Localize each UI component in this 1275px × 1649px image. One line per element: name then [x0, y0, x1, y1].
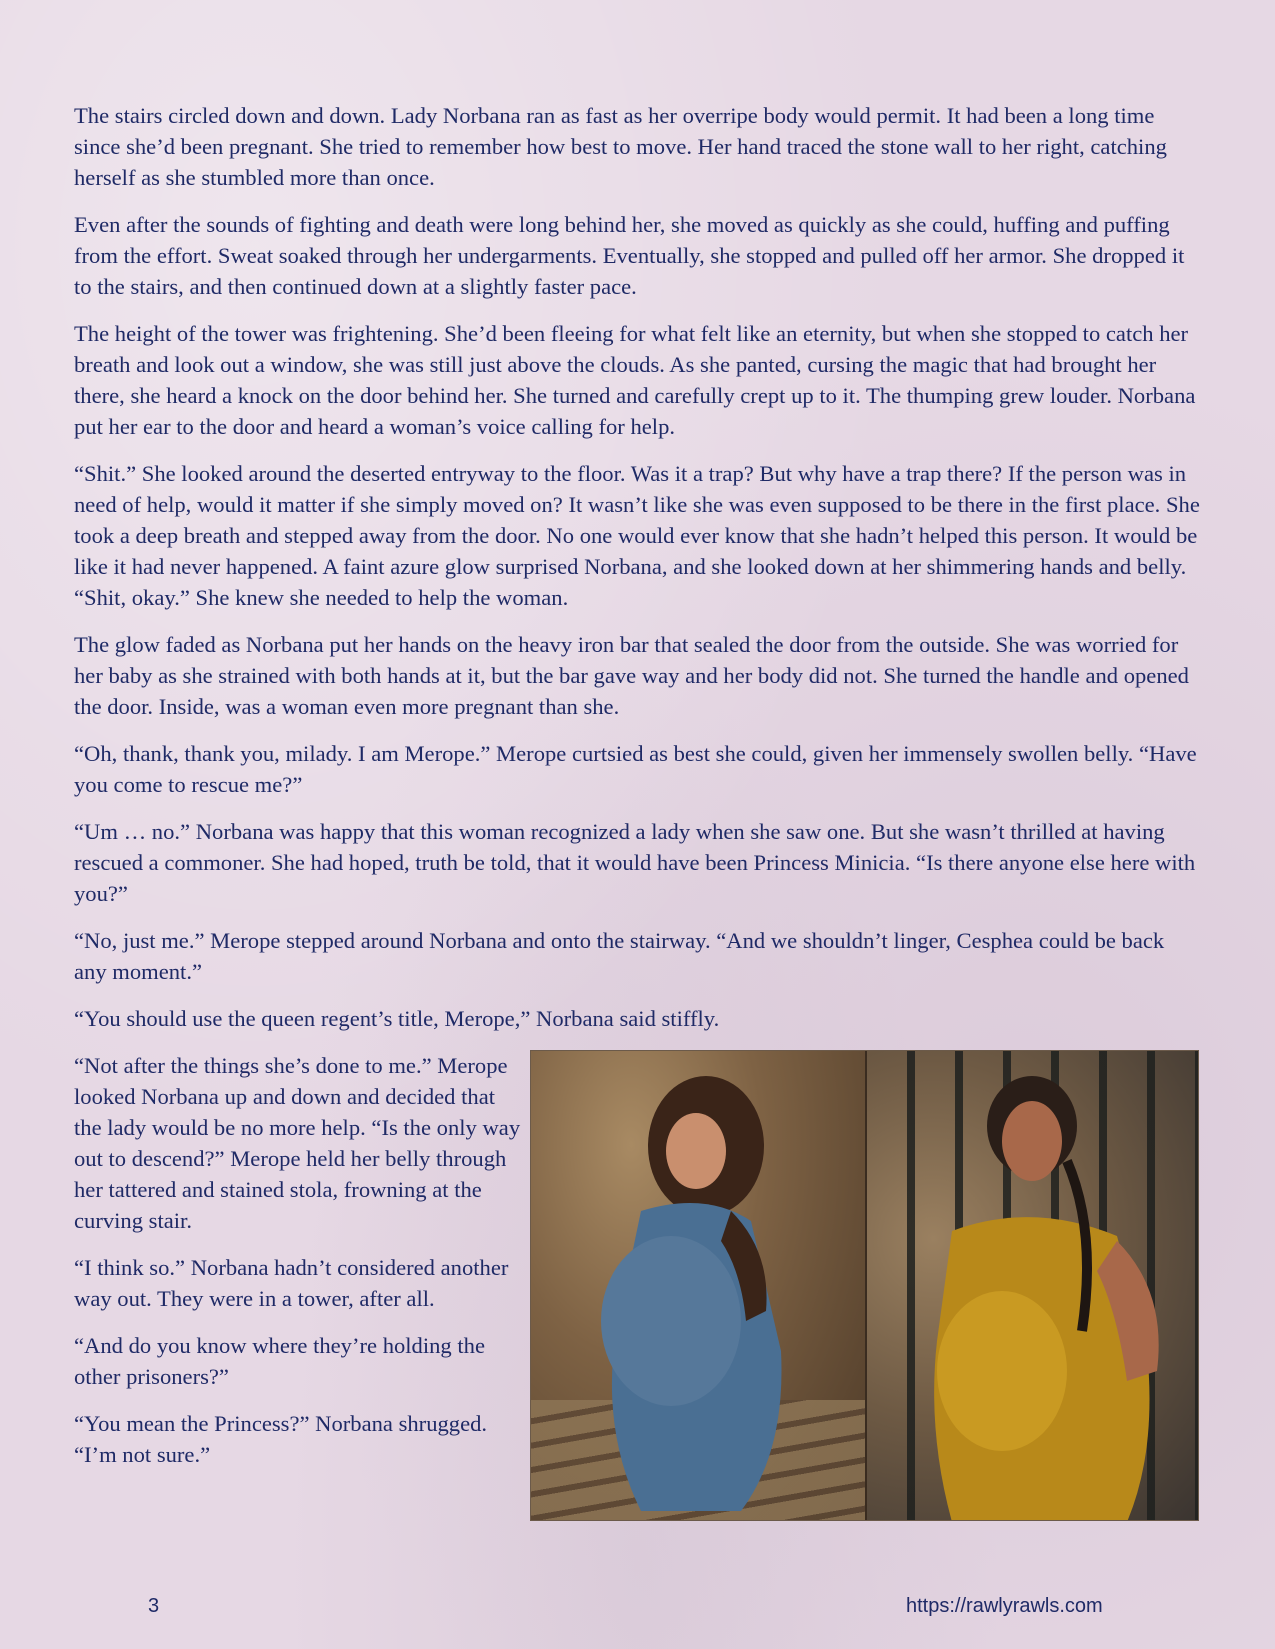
page-body: [74, 100, 1202, 1486]
text-with-illustration: [74, 1050, 1202, 1470]
paragraph: “No, just me.” Merope stepped around Norbana and onto the stairway. “And we shouldn’t linger, Cesphea could be back any moment.”: [74, 928, 1165, 984]
illustration-panel-cesphea: [867, 1051, 1198, 1520]
paragraph: Even after the sounds of fighting and death were long behind her, she moved as quickly as she could, huffing and puffing from the effort. Sweat soaked through her undergarments. Eventually, she stopped and pulled off her armor. She dropped it to the stairs, and then continued down at a slightly faster pace.: [74, 212, 1185, 299]
illustration-panel-merope: [531, 1051, 867, 1520]
paragraph: “Shit.” She looked around the deserted entryway to the floor. Was it a trap? But why have a trap there? If the person was in need of help, would it matter if she simply moved on? It wasn’t like she was even supposed to be there in the first place. She took a deep breath and stepped away from the door. No one would ever know that she hadn’t helped this person. It would be like it had never happened. A faint azure glow surprised Norbana, and she looked down at her shimmering hands and belly. “Shit, okay.” She knew she needed to help the woman.: [74, 461, 1200, 610]
paragraph: “You should use the queen regent’s title, Merope,” Norbana said stiffly.: [74, 1006, 720, 1031]
paragraph: “Not after the things she’s done to me.” Merope looked Norbana up and down and decided that the lady would be no more help. “Is the only way out to descend?” Merope held her belly through her tattered and stained stola, frowning at the curving stair.: [74, 1053, 521, 1233]
paragraph: “Oh, thank, thank you, milady. I am Merope.” Merope curtsied as best she could, given her immensely swollen belly. “Have you come to rescue me?”: [74, 741, 1197, 797]
paragraph: The stairs circled down and down. Lady Norbana ran as fast as her overripe body would permit. It had been a long time since she’d been pregnant. She tried to remember how best to move. Her hand traced the stone wall to her right, catching herself as she stumbled more than once.: [74, 103, 1167, 190]
paragraph: “I think so.” Norbana hadn’t considered another way out. They were in a tower, after all.: [74, 1255, 509, 1311]
figure-in-gold-dress: [867, 1051, 1198, 1520]
figure-in-blue-dress: [531, 1051, 865, 1520]
paragraph: The glow faded as Norbana put her hands on the heavy iron bar that sealed the door from the outside. She was worried for her baby as she strained with both hands at it, but the bar gave way and her body did not. She turned the handle and opened the door. Inside, was a woman even more pregnant than she.: [74, 632, 1189, 719]
character-illustration: [530, 1050, 1199, 1521]
page-number: 3: [148, 1595, 160, 1617]
footer-url[interactable]: https://rawlyrawls.com: [906, 1595, 1103, 1617]
side-column: [74, 1050, 524, 1470]
paragraph: “Um … no.” Norbana was happy that this woman recognized a lady when she saw one. But she wasn’t thrilled at having rescued a commoner. She had hoped, truth be told, that it would have been Princess Minicia. “Is there anyone else here with you?”: [74, 819, 1196, 906]
paragraph: “You mean the Princess?” Norbana shrugged. “I’m not sure.”: [74, 1411, 488, 1467]
paragraph: The height of the tower was frightening. She’d been fleeing for what felt like an eternity, but when she stopped to catch her breath and look out a window, she was still just above the clouds. As she panted, cursing the magic that had brought her there, she heard a knock on the door behind her. She turned and carefully crept up to it. The thumping grew louder. Norbana put her ear to the door and heard a woman’s voice calling for help.: [74, 321, 1196, 439]
paragraph: “And do you know where they’re holding the other prisoners?”: [74, 1333, 485, 1389]
